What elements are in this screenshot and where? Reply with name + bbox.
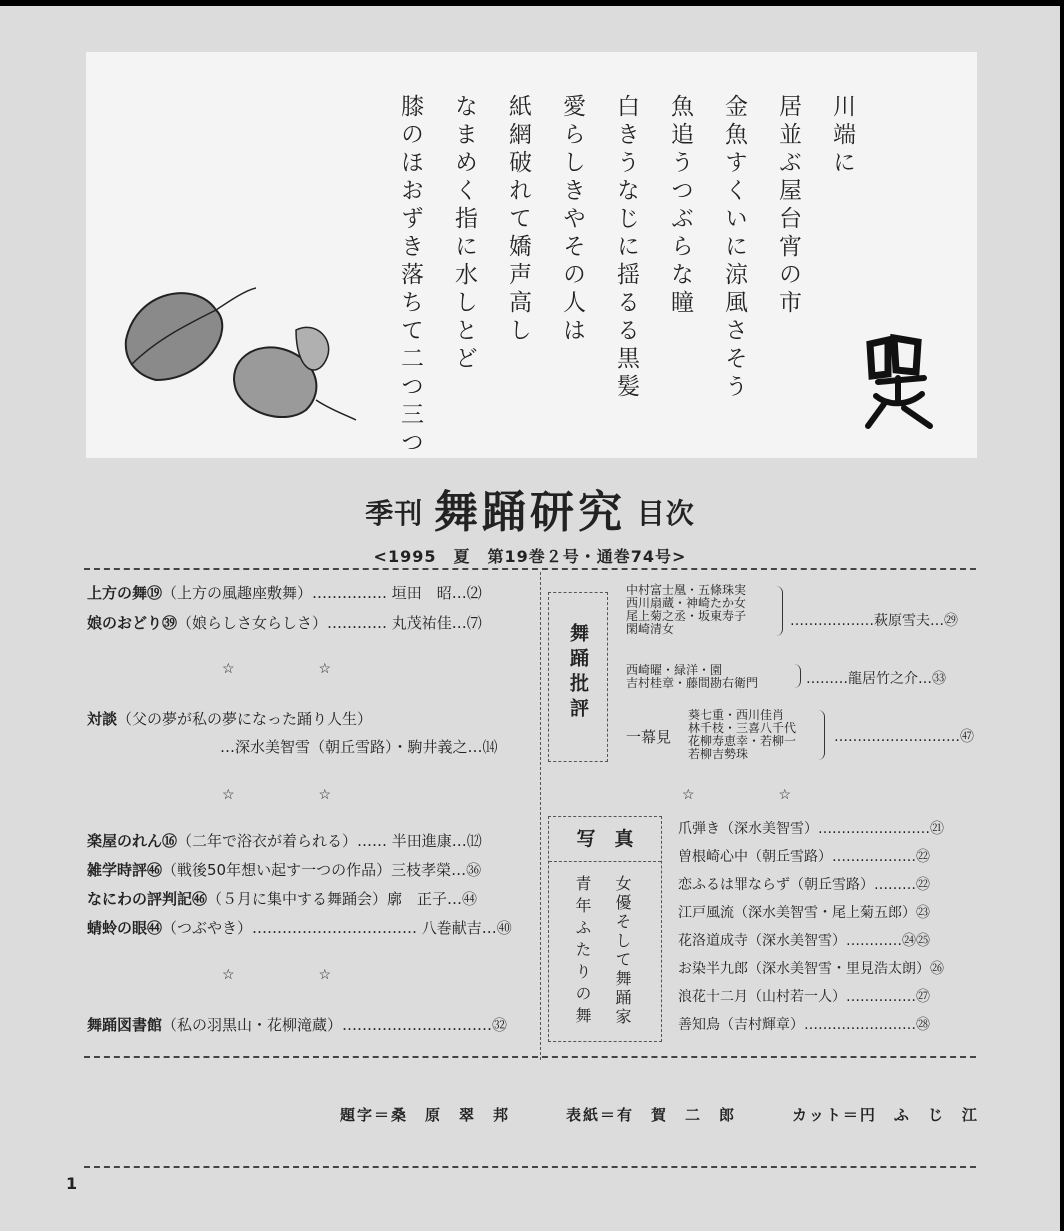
photo-item[interactable]: お染半九郎（深水美智雪・里見浩太朗）㉖ — [678, 961, 944, 977]
performer-line: 中村富士凰・五條珠実 — [626, 583, 747, 597]
poem-line: 紙網破れて嬌声高し — [505, 94, 531, 346]
performer-line: 林千枝・三喜八千代 — [688, 721, 797, 735]
star-separator: ☆ ☆ — [222, 787, 332, 803]
entry-heading: 対談 — [87, 710, 118, 728]
toc-entry[interactable] — [87, 917, 519, 938]
toc-entry[interactable] — [87, 888, 519, 909]
critique-reviewer: ………龍居竹之介…㉝ — [806, 671, 946, 687]
entry-heading: 舞踊図書館 — [87, 1016, 163, 1034]
credit-calligraphy: 題字＝桑 原 翠 邦 — [340, 1106, 511, 1124]
poem-panel — [86, 52, 977, 458]
poem-line: 金魚すくいに涼風さそう — [721, 94, 747, 402]
page-title — [0, 476, 1060, 540]
critique-prefix: 一幕見 — [626, 728, 672, 746]
performer-line: 西崎曜・緑洋・園 — [626, 663, 723, 677]
divider-middle — [84, 1056, 976, 1058]
photo-item[interactable]: 江戸風流（深水美智雪・尾上菊五郎）㉓ — [678, 905, 930, 921]
entry-text: （父の夢が私の夢になった踊り人生） — [117, 710, 373, 728]
critique-reviewer: ………………………㊼ — [834, 729, 974, 745]
issue-info: <1995 夏 第19巻２号・通巻74号> — [373, 547, 687, 566]
poem-line: 膝のほおずき落ちて二つ三つ — [397, 94, 423, 458]
photo-label-box — [548, 816, 662, 1042]
toc-entry[interactable] — [87, 830, 519, 851]
page-number: 1 — [66, 1174, 78, 1193]
poem-line: 居並ぶ屋台宵の市 — [775, 94, 801, 318]
photo-subtitle: 青年ふたりの舞 — [573, 875, 592, 1029]
star-separator: ☆ ☆ — [682, 787, 792, 803]
toc-entry[interactable] — [87, 708, 519, 729]
toc-entry[interactable] — [87, 582, 519, 603]
leaf-illustration — [116, 270, 366, 430]
critique-group-3[interactable] — [688, 709, 796, 761]
poem-line: なまめく指に水しとど — [451, 94, 477, 374]
entry-heading: なにわの評判記㊻ — [87, 890, 208, 908]
poem-line: 愛らしきやその人は — [559, 94, 585, 346]
star-separator: ☆ ☆ — [222, 661, 332, 677]
photo-item[interactable]: 花洛道成寺（深水美智雪）…………㉔㉕ — [678, 933, 930, 949]
entry-heading: 楽屋のれん⑯ — [87, 832, 178, 850]
performer-line: 西川扇蔵・神崎たか女 — [626, 596, 747, 610]
entry-heading: 上方の舞⑲ — [87, 584, 163, 602]
photo-label: 写 真 — [549, 817, 661, 862]
entry-text: （戦後50年想い起す一つの作品）三枝孝榮…㊱ — [162, 861, 482, 879]
entry-heading: 雑学時評㊻ — [87, 861, 163, 879]
toc-entry[interactable] — [87, 859, 519, 880]
photo-item[interactable]: 善知鳥（吉村輝章）……………………㉘ — [678, 1017, 930, 1033]
entry-text: （二年で浴衣が着られる）…… 半田進康…⑿ — [177, 832, 482, 850]
critique-label: 舞踊批評 — [567, 623, 589, 723]
brace — [776, 586, 783, 636]
seal-summer-glyph — [858, 334, 938, 430]
critique-label-box — [548, 592, 608, 762]
entry-text: …深水美智雪（朝丘雪路）・駒井義之…⒁ — [220, 738, 498, 756]
title-prefix: 季刊 — [365, 497, 424, 530]
performer-line: 閑崎清女 — [626, 622, 675, 636]
toc-title-block — [0, 476, 1060, 567]
poem-line: 川端に — [829, 94, 855, 178]
entry-text: （娘らしさ女らしさ）………… 丸茂祐佳…⑺ — [177, 614, 482, 632]
entry-text: （上方の風趣座敷舞）…………… 垣田 昭…⑵ — [162, 584, 482, 602]
page — [0, 6, 1060, 1231]
performer-line: 吉村桂章・藤間勘右衛門 — [626, 676, 759, 690]
performer-line: 若柳吉勢珠 — [688, 747, 749, 761]
brace — [794, 664, 801, 688]
brace — [818, 710, 825, 760]
credit-cover: 表紙＝有 賀 二 郎 — [566, 1106, 737, 1124]
performer-line: 花柳寿恵幸・若柳一 — [688, 734, 797, 748]
divider-bottom — [84, 1166, 976, 1168]
critique-reviewer: ………………萩原雪夫…㉙ — [790, 613, 958, 629]
photo-item[interactable]: 恋ふるは罪ならず（朝丘雪路）………㉒ — [678, 877, 930, 893]
performer-line: 葵七重・西川佳肖 — [688, 708, 785, 722]
critique-group-2[interactable] — [626, 664, 758, 690]
entry-text: （つぶやき）…………………………… 八巻献吉…㊵ — [162, 919, 512, 937]
toc-entry-continued — [220, 736, 520, 757]
poem-line: 魚追うつぶらな瞳 — [667, 94, 693, 318]
toc-entry[interactable] — [87, 612, 519, 633]
star-separator: ☆ ☆ — [222, 967, 332, 983]
poem-line: 白きうなじに揺るる黒髪 — [613, 94, 639, 402]
photo-subtitle: 女優そして舞踊家 — [613, 875, 632, 1027]
credit-cut: カット＝円 ふ じ 江 — [792, 1106, 979, 1124]
entry-heading: 娘のおどり㊴ — [87, 614, 178, 632]
divider-top — [84, 568, 976, 570]
photo-item[interactable]: 浪花十二月（山村若一人）……………㉗ — [678, 989, 930, 1005]
entry-text: （私の羽黒山・花柳滝蔵）…………………………㉜ — [162, 1016, 508, 1034]
photo-item[interactable]: 曽根崎心中（朝丘雪路）………………㉒ — [678, 849, 930, 865]
title-suffix: 目次 — [636, 497, 695, 530]
entry-text: （５月に集中する舞踊会）廓 正子…㊹ — [207, 890, 478, 908]
critique-group-1[interactable] — [626, 584, 746, 636]
toc-entry[interactable] — [87, 1014, 519, 1035]
performer-line: 尾上菊之丞・坂東寿子 — [626, 609, 747, 623]
column-divider — [540, 572, 541, 1060]
photo-item[interactable]: 爪弾き（深水美智雪）……………………㉑ — [678, 821, 944, 837]
entry-heading: 蜻蛉の眼㊹ — [87, 919, 163, 937]
title-main: 舞踊研究 — [434, 487, 626, 538]
